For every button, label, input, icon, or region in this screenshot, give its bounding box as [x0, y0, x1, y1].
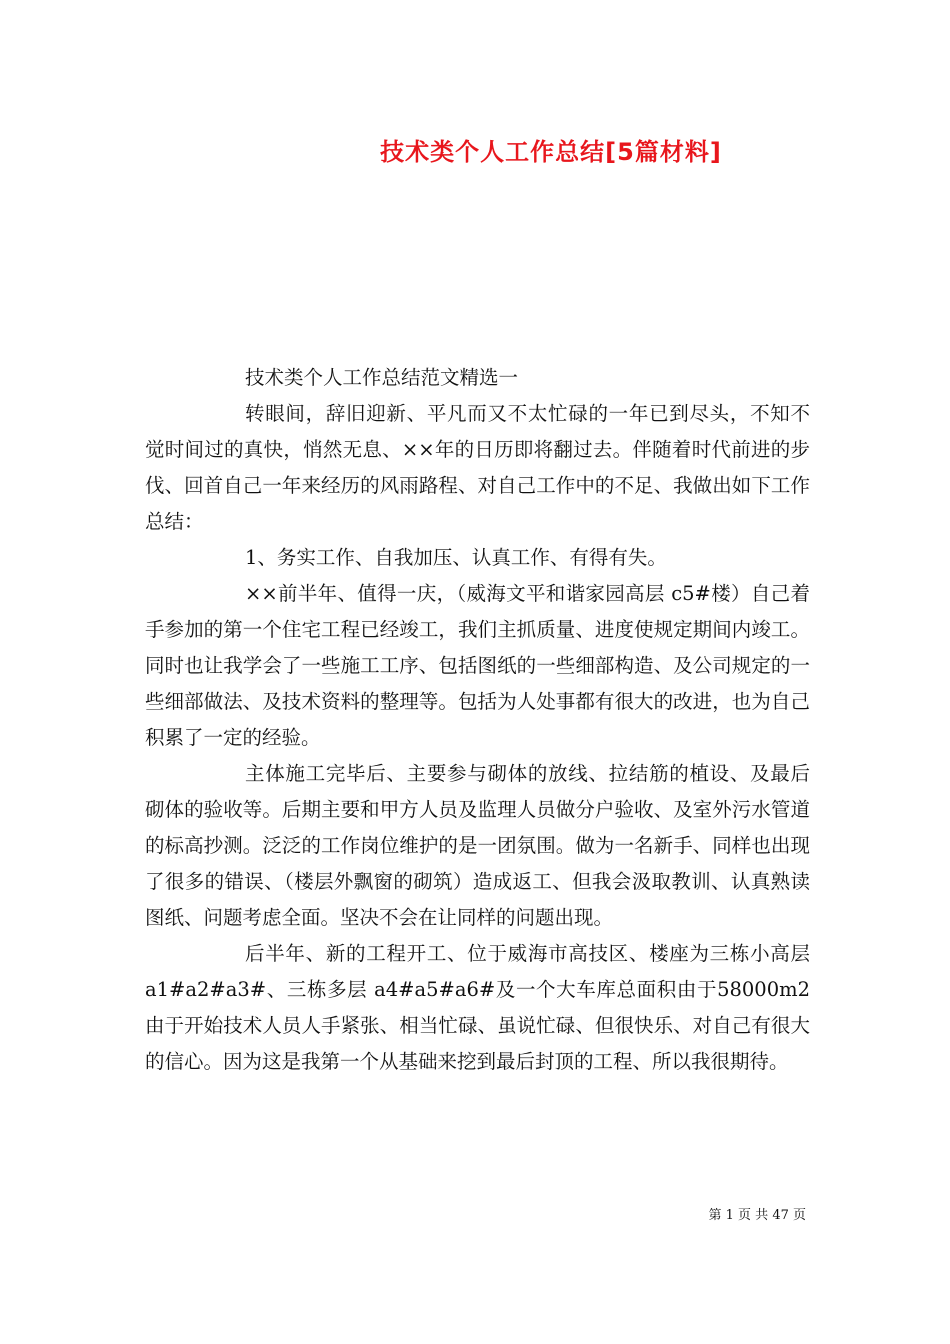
paragraph: 主体施工完毕后、主要参与砌体的放线、拉结筋的植设、及最后砌体的验收等。后期主要和甲方人员及监理人员做分户验收、及室外污水管道的标高抄测。泛泛的工作岗位维护的是一团氛围。做为一名新手、同样也出现了很多的错误、（楼层外飘窗的砌筑）造成返工、但我会汲取教训、认真熟读图纸、问题考虑全面。坚决不会在让同样的问题出现。 — [145, 762, 810, 929]
section-heading: 技术类个人工作总结范文精选一 — [245, 366, 519, 389]
document-body — [145, 360, 810, 1080]
paragraph: ××前半年、值得一庆，（威海文平和谐家园高层 c5#楼）自己着手参加的第一个住宅工程已经竣工，我们主抓质量、进度使规定期间内竣工。同时也让我学会了一些施工工序、包括图纸的一些细部构造、及公司规定的一些细部做法、及技术资料的整理等。包括为人处事都有很大的改进，也为自己积累了一定的经验。 — [145, 582, 810, 749]
paragraph: 后半年、新的工程开工、位于威海市高技区、楼座为三栋小高层 a1#a2#a3#、三栋多层 a4#a5#a6#及一个大车库总面积由于58000m2 由于开始技术人员人手紧张、相当忙碌、虽说忙碌、但很快乐、对自己有很大的信心。因为这是我第一个从基础来挖到最后封顶的工程、所以我很期待。 — [145, 942, 810, 1073]
document-title: 技术类个人工作总结[5篇材料] — [380, 138, 722, 166]
paragraph: 转眼间，辞旧迎新、平凡而又不太忙碌的一年已到尽头，不知不觉时间过的真快，悄然无息、××年的日历即将翻过去。伴随着时代前进的步伐、回首自己一年来经历的风雨路程、对自己工作中的不足、我做出如下工作总结： — [145, 402, 810, 533]
page-footer: 第 1 页 共 47 页 — [708, 1208, 806, 1223]
list-item: 1、务实工作、自我加压、认真工作、有得有失。 — [245, 546, 667, 569]
